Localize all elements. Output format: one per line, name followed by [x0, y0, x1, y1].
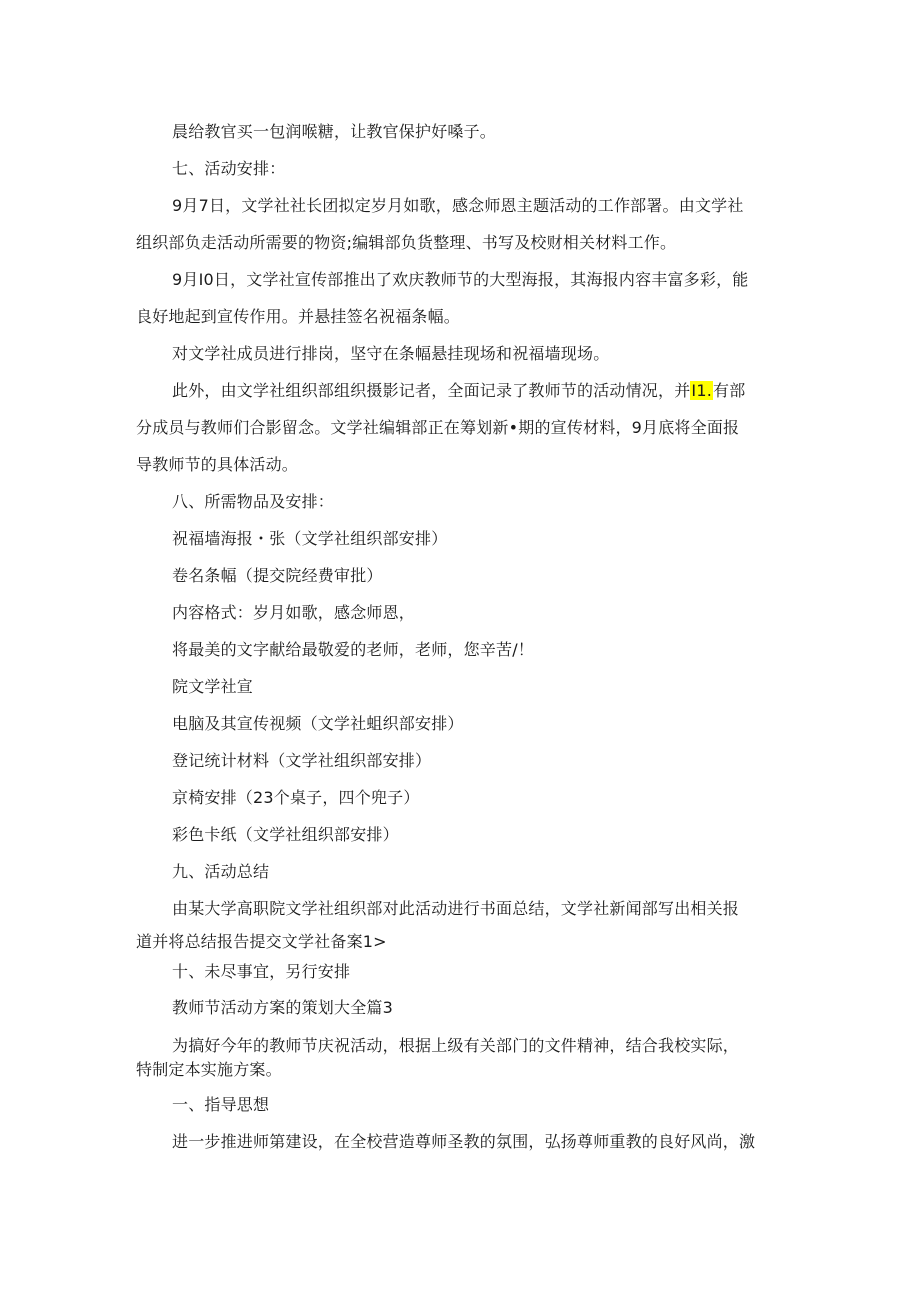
- text-line: 由某大学高职院文学社组织部对此活动进行书面总结，文学社新闻部写出相关报: [172, 899, 740, 918]
- section-heading: 十、未尽事宜，另行安排: [172, 962, 351, 981]
- text-line: 彩色卡纸（文学社组织部安排）: [172, 825, 399, 844]
- highlighted-mark: I1.: [691, 381, 712, 400]
- text-segment: 此外，由文学社组织部组织摄影记者，全面记录了教师节的活动情况，并: [172, 381, 691, 400]
- article-title: 教师节活动方案的策划大全篇3: [172, 998, 393, 1017]
- text-line: 为搞好今年的教师节庆祝活动，根据上级有关部门的文件精神，结合我校实际，: [172, 1036, 740, 1055]
- text-line: 9月I0日，文学社宣传部推出了欢庆教师节的大型海报，其海报内容丰富多彩，能: [172, 270, 749, 289]
- text-line: 登记统计材料（文学社组织部安排）: [172, 751, 432, 770]
- text-line: 导教师节的具体活动。: [136, 455, 299, 474]
- section-heading: 一、指导思想: [172, 1095, 270, 1114]
- text-line: 院文学社宣: [172, 677, 254, 696]
- text-line: 9月7日，文学社社长团拟定岁月如歌，感念师恩主题活动的工作部署。由文学社: [172, 196, 744, 215]
- text-line: 道并将总结报告提交文学社备案1>: [136, 932, 387, 951]
- text-line: 组织部负走活动所需要的物资;编辑部负货整理、书写及校财相关材料工作。: [136, 233, 677, 252]
- text-line: 祝福墙海报・张（文学社组织部安排）: [172, 529, 448, 548]
- text-line: 将最美的文字献给最敬爱的老师，老师，您辛苦/！: [172, 640, 534, 659]
- text-line: 分成员与教师们合影留念。文学社编辑部正在筹划新•期的宣传材料，9月底将全面报: [136, 418, 740, 437]
- text-line: 晨给教官买一包润喉糖，让教官保护好嗓子。: [172, 122, 497, 141]
- section-heading: 九、活动总结: [172, 862, 270, 881]
- text-line: 特制定本实施方案。: [136, 1060, 282, 1079]
- text-line: 卷名条幅（提交院经费审批）: [172, 566, 383, 585]
- section-heading: 七、活动安排：: [172, 159, 286, 178]
- text-segment: 有部: [713, 381, 746, 400]
- text-line: 内容格式：岁月如歌，感念师恩，: [172, 603, 416, 622]
- section-heading: 八、所需物品及安排：: [172, 492, 335, 511]
- text-line: 电脑及其宣传视频（文学社蛆织部安排）: [172, 714, 464, 733]
- text-line: 对文学社成员进行排岗，坚守在条幅悬挂现场和祝福墙现场。: [172, 344, 610, 363]
- text-line: [172, 381, 745, 401]
- text-line: 进一步推进师第建设，在全校营造尊师圣教的氛围，弘扬尊师重教的良好风尚，激: [172, 1132, 756, 1151]
- text-line: 良好地起到宣传作用。并悬挂签名祝福条幅。: [136, 307, 461, 326]
- text-line: 京椅安排（23个桌子，四个兜子）: [172, 788, 420, 807]
